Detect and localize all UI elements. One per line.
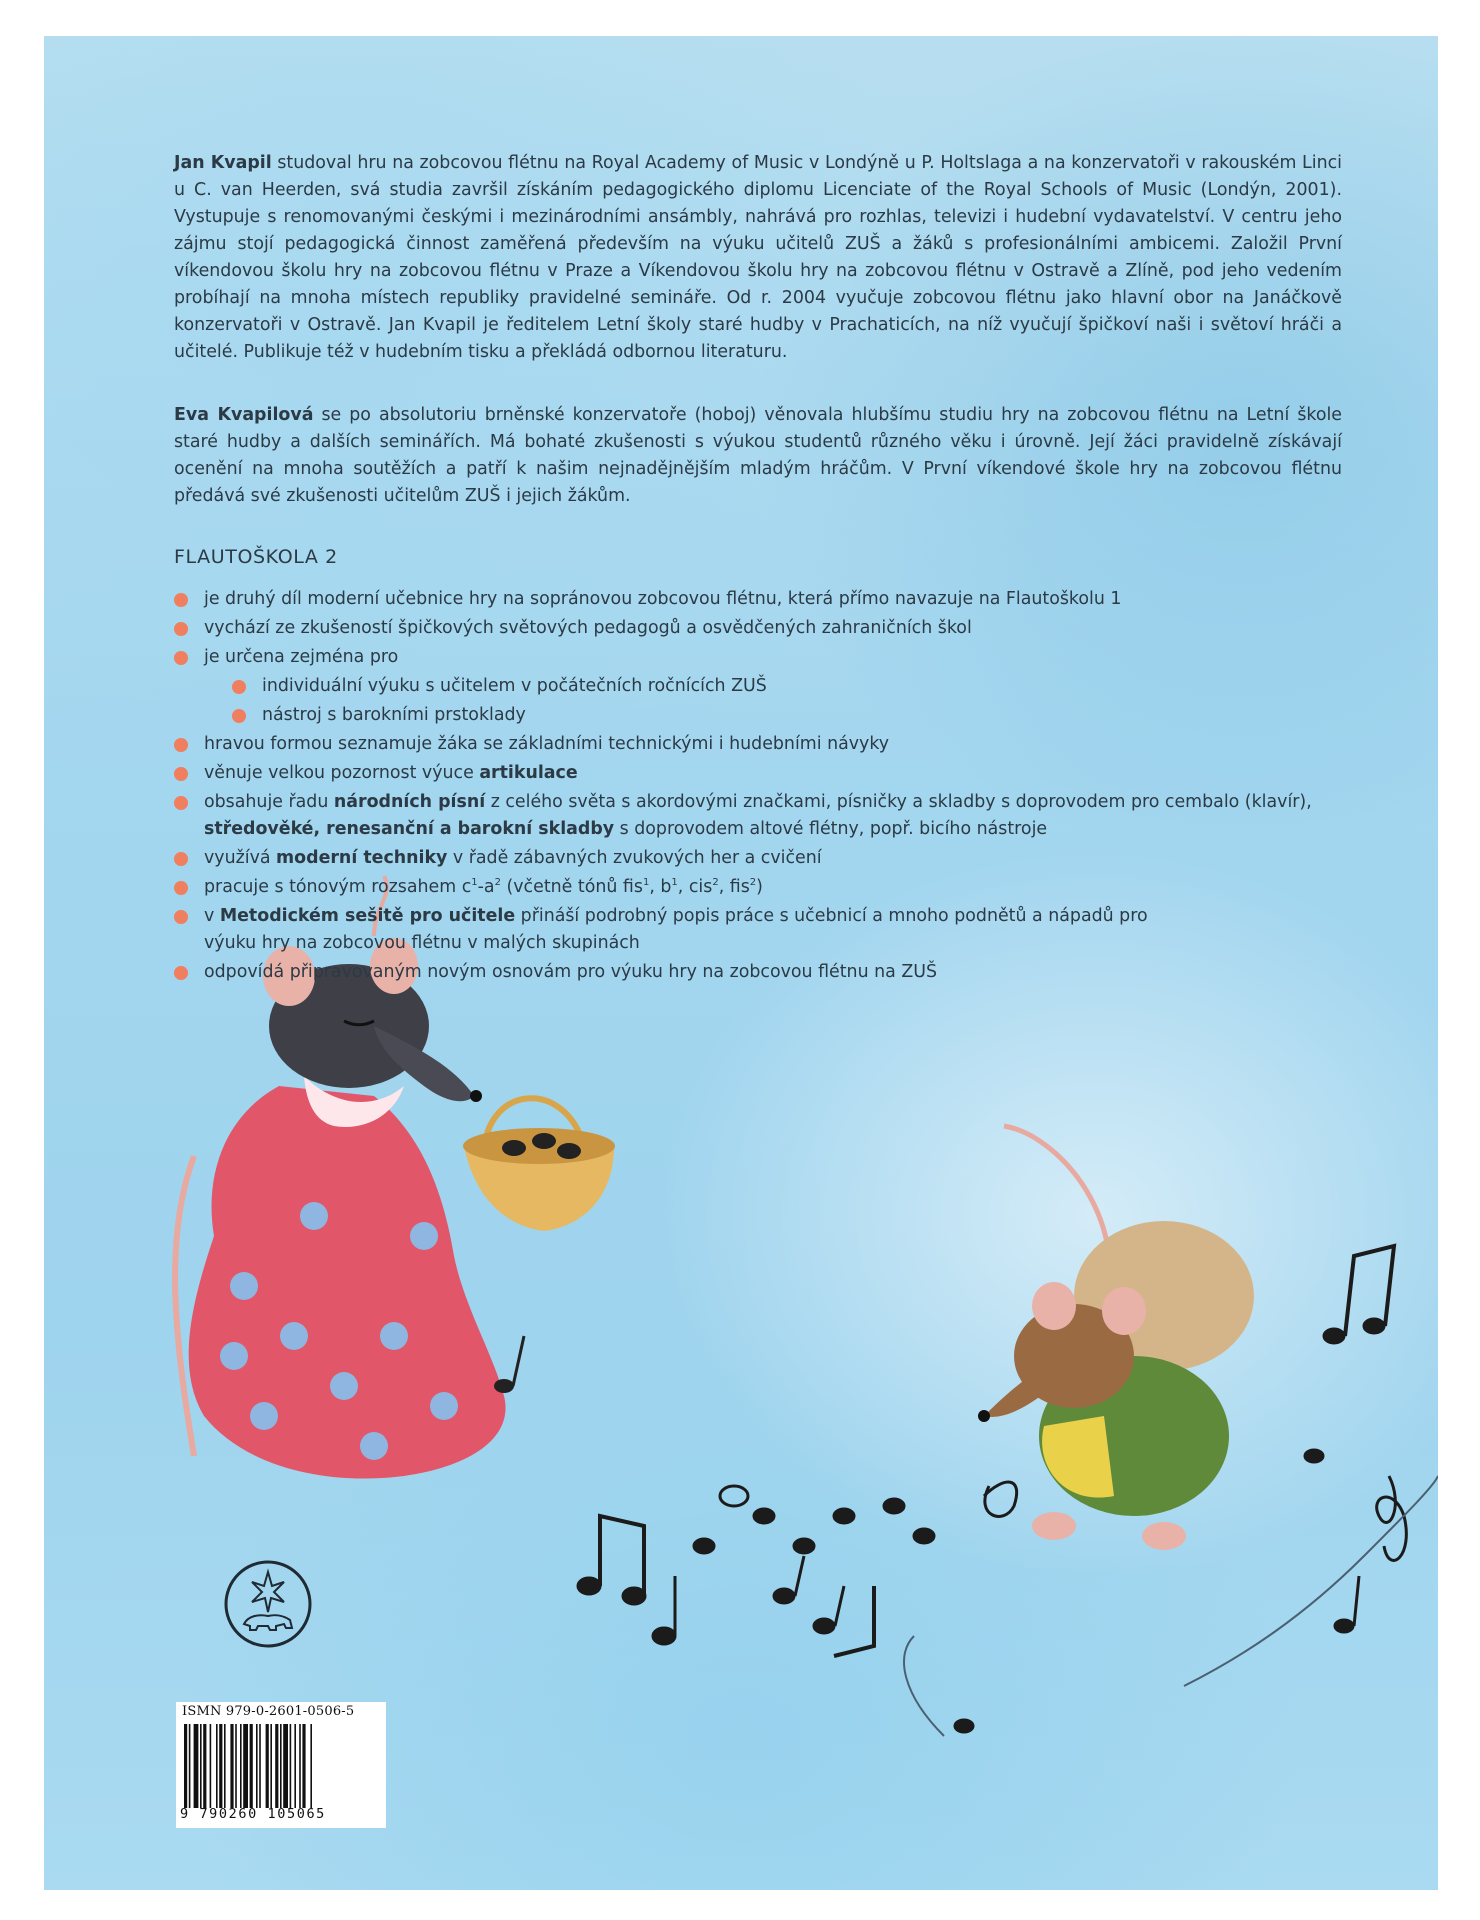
list-item: věnuje velkou pozornost výuce artikulace bbox=[174, 760, 1364, 787]
bullet-dot-icon bbox=[174, 852, 188, 866]
book-back-cover bbox=[44, 36, 1438, 1890]
bullet-dot-icon bbox=[174, 796, 188, 810]
bullet-dot-icon bbox=[174, 966, 188, 980]
bullet-dot-icon bbox=[174, 767, 188, 781]
list-item: využívá moderní techniky v řadě zábavných zvukových her a cvičení bbox=[174, 845, 1364, 872]
list-item: je určena zejména pro bbox=[174, 644, 1364, 671]
author-bio-jan-kvapil bbox=[174, 150, 1342, 366]
list-item: obsahuje řadu národních písní z celého světa s akordovými značkami, písničky a skladby s doprovodem pro cembalo (klavír), středověké, renesanční a barokní skladby s doprovodem altové flétny, popř. bicího nástroje bbox=[174, 789, 1364, 843]
barcode-number: 9 790260 105065 bbox=[180, 1806, 326, 1822]
author-name: Eva Kvapilová bbox=[174, 405, 314, 425]
bullet-dot-icon bbox=[174, 881, 188, 895]
list-item: v Metodickém sešitě pro učitele přináší podrobný popis práce s učebnicí a mnoho podnětů a nápadů pro výuku hry na zobcovou flétnu v malých skupinách bbox=[174, 903, 1364, 957]
ismn-code: ISMN 979-0-2601-0506-5 bbox=[182, 1704, 355, 1719]
bullet-dot-icon bbox=[174, 622, 188, 636]
barcode-icon bbox=[184, 1724, 378, 1808]
author-bio-text: se po absolutoriu brněnské konzervatoře (hoboj) věnovala hlubšímu studiu hry na zobcovou flétnu na Letní škole staré hudby a dalších seminářích. Má bohaté zkušenosti s výukou studentů různého věku i úrovně. Její žáci pravidelně získávají ocenění na mnoha soutěžích a patří k našim nejnadějnějším mladým hráčům. V První víkendové škole hry na zobcovou flétnu předává své zkušenosti učitelům ZUŠ i jejich žákům. bbox=[174, 405, 1342, 506]
bullet-dot-icon bbox=[174, 738, 188, 752]
author-bio-eva-kvapilova bbox=[174, 402, 1342, 510]
list-item: je druhý díl moderní učebnice hry na sopránovou zobcovou flétnu, která přímo navazuje na Flautoškolu 1 bbox=[174, 586, 1364, 613]
bullet-dot-icon bbox=[174, 651, 188, 665]
mouse-with-sack bbox=[978, 1126, 1254, 1550]
bullet-dot-icon bbox=[232, 709, 246, 723]
barcode-label bbox=[176, 1702, 386, 1828]
sub-list-item: individuální výuku s učitelem v počátečních ročnících ZUŠ bbox=[174, 673, 1364, 700]
bullet-dot-icon bbox=[174, 910, 188, 924]
sub-list-item: nástroj s barokními prstoklady bbox=[174, 702, 1364, 729]
bullet-dot-icon bbox=[174, 593, 188, 607]
bullet-dot-icon bbox=[232, 680, 246, 694]
music-notes bbox=[577, 1246, 1438, 1736]
publisher-bear-logo-icon bbox=[222, 1558, 314, 1650]
author-name: Jan Kvapil bbox=[174, 153, 272, 173]
list-item: odpovídá připravovaným novým osnovám pro výuku hry na zobcovou flétnu na ZUŠ bbox=[174, 959, 1364, 986]
list-item: vychází ze zkušeností špičkových světových pedagogů a osvědčených zahraničních škol bbox=[174, 615, 1364, 642]
list-item: hravou formou seznamuje žáka se základními technickými i hudebními návyky bbox=[174, 731, 1364, 758]
list-item: pracuje s tónovým rozsahem $c^1-a^2$ (včetně tónů fis$^1$, $b^1$, cis$^2$, fis$^2$) bbox=[174, 874, 1364, 901]
section-title: FLAUTOŠKOLA 2 bbox=[174, 546, 338, 568]
author-bio-text: studoval hru na zobcovou flétnu na Royal Academy of Music v Londýně u P. Holtslaga a na konzervatoři v rakouském Linci u C. van Heerden, svá studia završil získáním pedagogického diplomu Licenciate of the Royal Schools of Music (Londýn, 2001). Vystupuje s renomovanými českými i mezinárodními ansámbly, nahrává pro rozhlas, televizi i hudební vydavatelství. V centru jeho zájmu stojí pedagogická činnost zaměřená především na výuku učitelů ZUŠ a žáků s profesionálními ambicemi. Založil První víkendovou školu hry na zobcovou flétnu v Praze a Víkendovou školu hry na zobcovou flétnu v Ostravě a Zlíně, pod jeho vedením probíhají na mnoha místech republiky pravidelné semináře. Od r. 2004 vyučuje zobcovou flétnu jako hlavní obor na Janáčkově konzervatoři v Ostravě. Jan Kvapil je ředitelem Letní školy staré hudby v Prachaticích, na níž vyučují špičkoví naši i světoví hráči a učitelé. Publikuje též v hudebním tisku a překládá odbornou literaturu. bbox=[174, 153, 1342, 362]
feature-list bbox=[174, 586, 1364, 988]
